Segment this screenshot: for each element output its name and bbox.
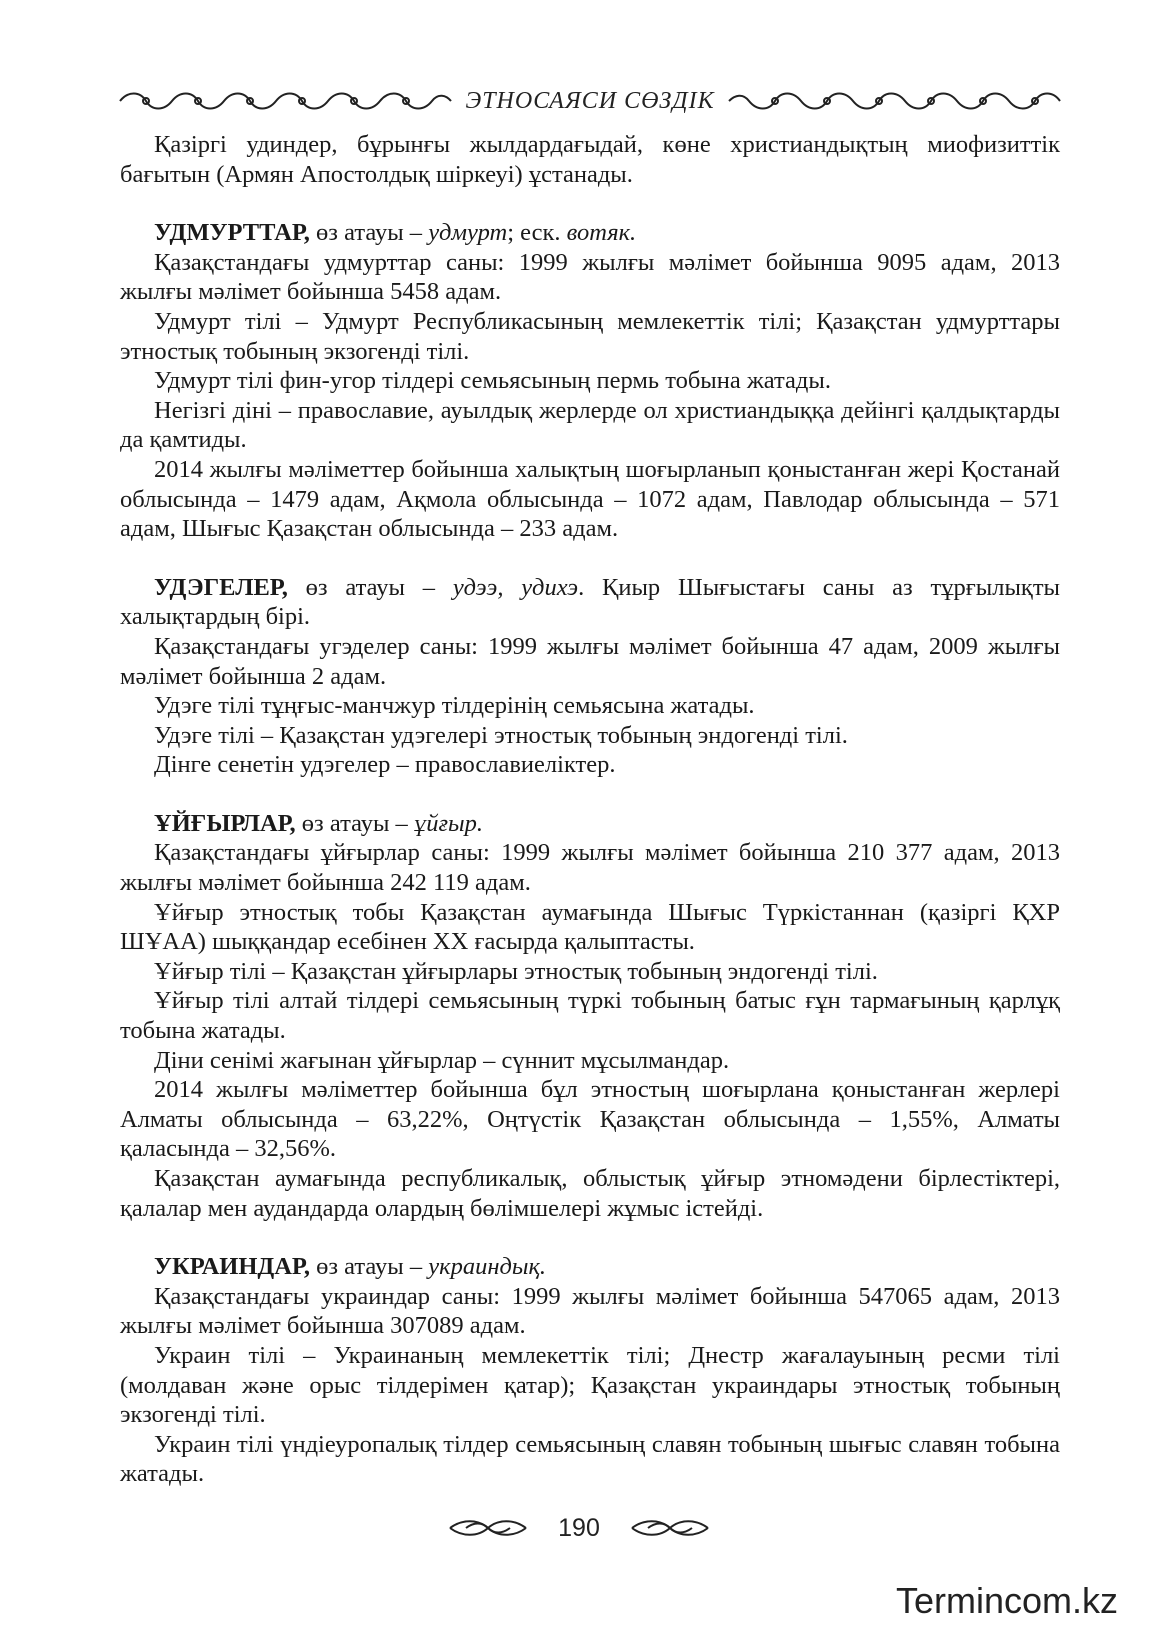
paragraph: 2014 жылғы мәліметтер бойынша халықтың шоғырланып қоныстанған жері Қостанай облысында – 1479 адам, Ақмола облысында – 1072 адам, Павлодар облысында – 571 адам, Шығыс Қазақстан облысында – 233 адам. <box>120 455 1060 543</box>
paragraph: Ұйғыр тілі алтай тілдері семьясының түркі тобының батыс ғұн тармағының қарлұқ тобына жатады. <box>120 987 1060 1045</box>
entry-self-name: украиндық. <box>428 1253 547 1281</box>
entry-term: ҰЙҒЫРЛАР, <box>154 809 296 837</box>
paragraph: Қазақстандағы ұйғырлар саны: 1999 жылғы мәлімет бойынша 210 377 адам, 2013 жылғы мәлімет бойынша 242 119 адам. <box>120 839 1060 897</box>
paragraph: Қазақстандағы украиндар саны: 1999 жылғы мәлімет бойынша 547065 адам, 2013 жылғы мәлімет бойынша 307089 адам. <box>120 1282 1060 1340</box>
entry-separator: ; еск. <box>507 219 567 247</box>
section-gap <box>120 544 1060 573</box>
entry-heading <box>120 573 1060 632</box>
left-footer-ornament-icon <box>448 1517 528 1539</box>
paragraph: Украин тілі – Украинаның мемлекеттік тілі; Днестр жағалауының ресми тілі (молдаван және орыс тілдерімен қатар); Қазақстан украиндары этностық тобының экзогенді тілі. <box>120 1341 1060 1429</box>
entry-self-name: удээ, удихэ <box>452 573 579 601</box>
entry-heading <box>120 218 1060 248</box>
right-ornament-icon <box>727 91 1062 111</box>
site-watermark <box>896 1578 1118 1622</box>
entry-term: УДЭГЕЛЕР, <box>154 573 288 601</box>
page-number: 190 <box>558 1513 600 1542</box>
section-gap <box>120 1223 1060 1252</box>
paragraph: Діни сенімі жағынан ұйғырлар – сүннит мұсылмандар. <box>154 1046 730 1074</box>
entry-description: Қиыр Шығыстағы саны аз тұрғылықты халықтардың бірі. <box>120 573 1061 631</box>
entry-separator: . <box>578 573 602 601</box>
paragraph: Удмурт тілі – Удмурт Республикасының мемлекеттік тілі; Қазақстан удмурттары этностық тобының экзогенді тілі. <box>120 307 1060 365</box>
article-body <box>120 130 1060 1489</box>
paragraph: Удэге тілі – Қазақстан удэгелері этностық тобының эндогенді тілі. <box>154 721 848 749</box>
paragraph: Ұйғыр тілі – Қазақстан ұйғырлары этностық тобының эндогенді тілі. <box>154 957 878 985</box>
right-footer-ornament-icon <box>630 1517 710 1539</box>
entry-self-name-label: өз атауы – <box>309 219 429 247</box>
running-header <box>118 86 1062 116</box>
entry-self-name-label: өз атауы – <box>287 573 453 601</box>
paragraph: Қазақстан аумағында республикалық, облыстық ұйғыр этномәдени бірлестіктері, қалалар мен аудандарда олардың бөлімшелері жұмыс істейді. <box>120 1165 1060 1222</box>
entry-term: УДМУРТТАР, <box>154 219 310 247</box>
paragraph: Қазақстандағы удмурттар саны: 1999 жылғы мәлімет бойынша 9095 адам, 2013 жылғы мәлімет бойынша 5458 адам. <box>120 248 1060 306</box>
entry-heading <box>120 809 1060 839</box>
page-footer <box>0 1508 1158 1548</box>
entry-old-name: вотяк. <box>566 219 637 247</box>
entry-term: УКРАИНДАР, <box>154 1253 310 1281</box>
entry-self-name: удмурт <box>428 219 508 247</box>
entry-self-name-label: өз атауы – <box>309 1253 429 1281</box>
paragraph: Дінге сенетін удэгелер – православиеліктер. <box>154 751 616 779</box>
paragraph: 2014 жылғы мәліметтер бойынша бұл этностың шоғырлана қоныстанған жерлері Алматы облысында – 63,22%, Оңтүстік Қазақстан облысында – 1,55%, Алматы қаласында – 32,56%. <box>120 1076 1060 1163</box>
section-gap <box>120 189 1060 218</box>
paragraph: Қазіргі удиндер, бұрынғы жылдардағыдай, көне христиандықтың миофизиттік бағытын (Армян Апостолдық шіркеуі) ұстанады. <box>120 131 1060 188</box>
entry-heading <box>120 1252 1060 1282</box>
paragraph: Ұйғыр этностық тобы Қазақстан аумағында Шығыс Түркістаннан (қазіргі ҚХР ШҰАА) шыққандар есебінен ХХ ғасырда қалыптасты. <box>120 898 1060 956</box>
paragraph: Негізгі діні – православие, ауылдық жерлерде ол христиандыққа дейінгі қалдықтарды да қамтиды. <box>120 396 1060 454</box>
paragraph: Қазақстандағы угэделер саны: 1999 жылғы мәлімет бойынша 47 адам, 2009 жылғы мәлімет бойынша 2 адам. <box>120 632 1060 690</box>
watermark-text: Termincom.kz <box>895 1580 1118 1621</box>
paragraph: Удмурт тілі фин-угор тілдері семьясының пермь тобына жатады. <box>154 367 831 395</box>
section-gap <box>120 780 1060 809</box>
paragraph: Украин тілі үндіеуропалық тілдер семьясының славян тобының шығыс славян тобына жатады. <box>120 1430 1060 1488</box>
entry-self-name: ұйғыр. <box>413 809 483 837</box>
header-title: ЭТНОСАЯСИ СӨЗДІК <box>465 87 715 114</box>
left-ornament-icon <box>118 91 453 111</box>
entry-self-name-label: өз атауы – <box>295 809 414 837</box>
paragraph: Удэге тілі тұңғыс-манчжур тілдерінің семьясына жатады. <box>154 692 755 720</box>
